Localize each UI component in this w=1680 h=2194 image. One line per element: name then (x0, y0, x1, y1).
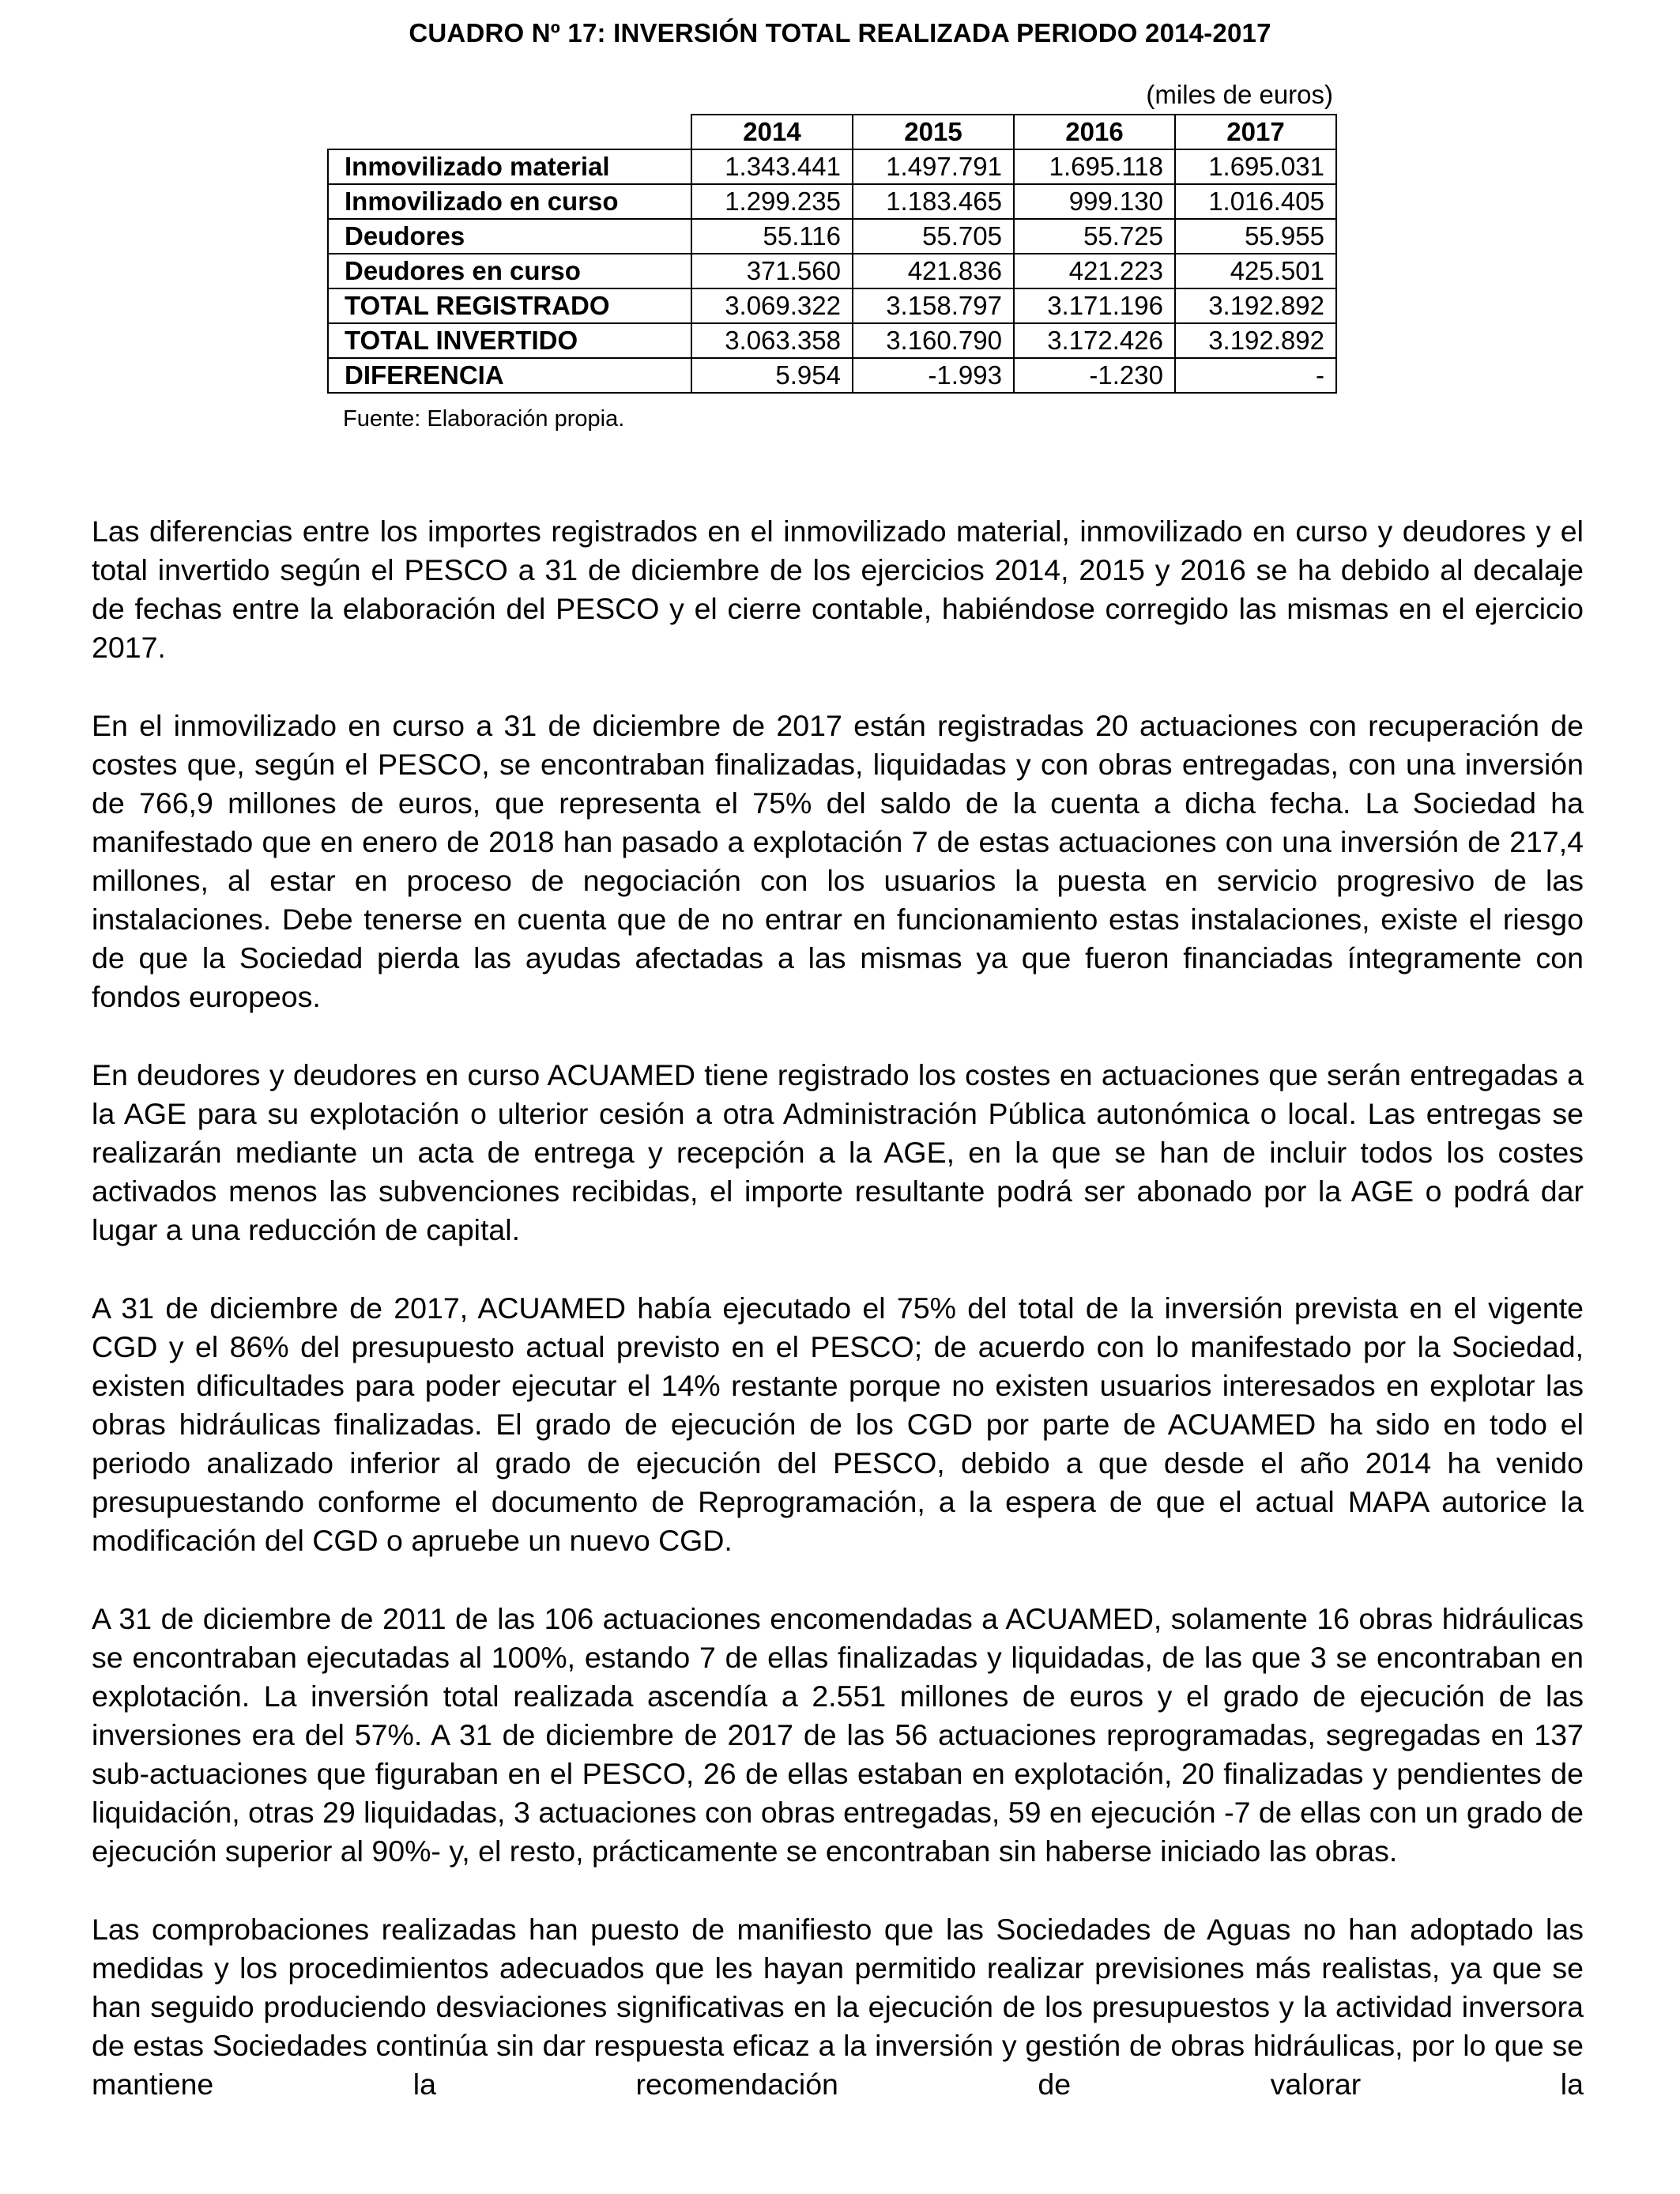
header-corner (328, 115, 691, 149)
table-cell: 1.343.441 (691, 149, 853, 184)
table-cell: 1.695.031 (1175, 149, 1336, 184)
table-cell: 421.836 (853, 254, 1014, 288)
table-cell: 425.501 (1175, 254, 1336, 288)
row-label: Inmovilizado material (328, 149, 691, 184)
paragraph: Las comprobaciones realizadas han puesto de manifiesto que las Sociedades de Aguas no han adoptado las medidas y los procedimientos adecuados que les hayan permitido realizar previsiones más realistas, ya que se han seguido produciendo desviaciones significativas en la ejecución de los presupuestos y la actividad inversora de estas Sociedades continúa sin dar respuesta eficaz a la inversión y gestión de obras hidráulicas, por lo que se mantiene la recomendación de valorar la (92, 1913, 1584, 2101)
table-cell: 55.955 (1175, 219, 1336, 254)
row-label: Inmovilizado en curso (328, 184, 691, 219)
table-row (328, 254, 1336, 288)
table-cell: 3.192.892 (1175, 288, 1336, 323)
table-cell: 3.171.196 (1014, 288, 1175, 323)
table-cell: 3.160.790 (853, 323, 1014, 358)
body-text (92, 512, 1584, 2143)
table-cell: 5.954 (691, 358, 853, 393)
row-label: Deudores (328, 219, 691, 254)
paragraph: Las diferencias entre los importes registrados en el inmovilizado material, inmovilizado en curso y deudores y el total invertido según el PESCO a 31 de diciembre de los ejercicios 2014, 2015 y 2016 se ha debido al decalaje de fechas entre la elaboración del PESCO y el cierre contable, habiéndose corregido las mismas en el ejercicio 2017. (92, 515, 1584, 664)
row-label: DIFERENCIA (328, 358, 691, 393)
paragraph: En el inmovilizado en curso a 31 de diciembre de 2017 están registradas 20 actuaciones con recuperación de costes que, según el PESCO, se encontraban finalizadas, liquidadas y con obras entregadas, con una inversión de 766,9 millones de euros, que representa el 75% del saldo de la cuenta a dicha fecha. La Sociedad ha manifestado que en enero de 2018 han pasado a explotación 7 de estas actuaciones con una inversión de 217,4 millones, al estar en proceso de negociación con los usuarios la puesta en servicio progresivo de las instalaciones. Debe tenerse en cuenta que de no entrar en funcionamiento estas instalaciones, existe el riesgo de que la Sociedad pierda las ayudas afectadas a las mismas ya que fueron financiadas íntegramente con fondos europeos. (92, 709, 1584, 1013)
table-cell: 1.183.465 (853, 184, 1014, 219)
column-header: 2014 (691, 115, 853, 149)
paragraph: A 31 de diciembre de 2011 de las 106 actuaciones encomendadas a ACUAMED, solamente 16 obras hidráulicas se encontraban ejecutadas al 100%, estando 7 de ellas finalizadas y liquidadas, de las que 3 se encontraban en explotación. La inversión total realizada ascendía a 2.551 millones de euros y el grado de ejecución de las inversiones era del 57%. A 31 de diciembre de 2017 de las 56 actuaciones reprogramadas, segregadas en 137 sub-actuaciones que figuraban en el PESCO, 26 de ellas estaban en explotación, 20 finalizadas y pendientes de liquidación, otras 29 liquidadas, 3 actuaciones con obras entregadas, 59 en ejecución -7 de ellas con un grado de ejecución superior al 90%- y, el resto, prácticamente se encontraban sin haberse iniciado las obras. (92, 1602, 1584, 1868)
table-cell: 55.116 (691, 219, 853, 254)
table-cell: 3.069.322 (691, 288, 853, 323)
units-note: (miles de euros) (1146, 80, 1333, 109)
table-cell: 1.695.118 (1014, 149, 1175, 184)
table-cell: 371.560 (691, 254, 853, 288)
table-cell: 3.063.358 (691, 323, 853, 358)
table-cell: 1.299.235 (691, 184, 853, 219)
table-cell: 55.725 (1014, 219, 1175, 254)
row-label: TOTAL INVERTIDO (328, 323, 691, 358)
investment-table (327, 114, 1337, 394)
table-row (328, 219, 1336, 254)
table-cell: -1.230 (1014, 358, 1175, 393)
table-cell: 1.016.405 (1175, 184, 1336, 219)
row-label: TOTAL REGISTRADO (328, 288, 691, 323)
table-cell: 3.192.892 (1175, 323, 1336, 358)
row-label: Deudores en curso (328, 254, 691, 288)
table-cell: 3.158.797 (853, 288, 1014, 323)
table-title: CUADRO Nº 17: INVERSIÓN TOTAL REALIZADA PERIODO 2014-2017 (409, 18, 1271, 47)
table-row (328, 288, 1336, 323)
table-row (328, 149, 1336, 184)
paragraph: A 31 de diciembre de 2017, ACUAMED había ejecutado el 75% del total de la inversión prevista en el vigente CGD y el 86% del presupuesto actual previsto en el PESCO; de acuerdo con lo manifestado por la Sociedad, existen dificultades para poder ejecutar el 14% restante porque no existen usuarios interesados en explotar las obras hidráulicas finalizadas. El grado de ejecución de los CGD por parte de ACUAMED ha sido en todo el periodo analizado inferior al grado de ejecución del PESCO, debido a que desde el año 2014 ha venido presupuestando conforme el documento de Reprogramación, a la espera de que el actual MAPA autorice la modificación del CGD o apruebe un nuevo CGD. (92, 1291, 1584, 1557)
table-header-row (328, 115, 1336, 149)
paragraph: En deudores y deudores en curso ACUAMED tiene registrado los costes en actuaciones que serán entregadas a la AGE para su explotación o ulterior cesión a otra Administración Pública autonómica o local. Las entregas se realizarán mediante un acta de entrega y recepción a la AGE, en la que se han de incluir todos los costes activados menos las subvenciones recibidas, el importe resultante podrá ser abonado por la AGE o podrá dar lugar a una reducción de capital. (92, 1058, 1584, 1246)
table-cell: -1.993 (853, 358, 1014, 393)
table-cell: 999.130 (1014, 184, 1175, 219)
column-header: 2015 (853, 115, 1014, 149)
table-cell: 3.172.426 (1014, 323, 1175, 358)
table-row (328, 184, 1336, 219)
source-note: Fuente: Elaboración propia. (343, 406, 625, 432)
table-row (328, 358, 1336, 393)
column-header: 2016 (1014, 115, 1175, 149)
table-cell: 55.705 (853, 219, 1014, 254)
table-row (328, 323, 1336, 358)
table-cell: 1.497.791 (853, 149, 1014, 184)
column-header: 2017 (1175, 115, 1336, 149)
table-cell: - (1175, 358, 1336, 393)
table-cell: 421.223 (1014, 254, 1175, 288)
